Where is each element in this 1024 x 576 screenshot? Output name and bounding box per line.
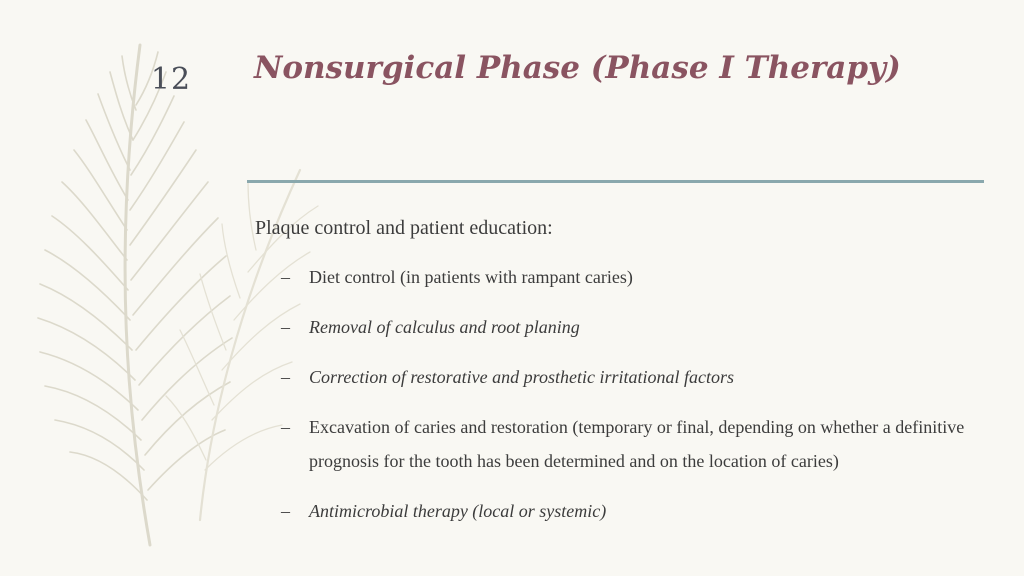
dash-marker: – xyxy=(281,367,290,387)
slide-title: Nonsurgical Phase (Phase I Therapy) xyxy=(254,50,901,86)
title-divider xyxy=(247,180,984,183)
dash-marker: – xyxy=(281,267,290,287)
bullet-text: Excavation of caries and restoration (temporary or final, depending on whether a definitive prognosis for the tooth has been determined and on the location of caries) xyxy=(309,417,965,471)
bullet-text: Diet control (in patients with rampant caries) xyxy=(309,267,633,287)
lead-text: Plaque control and patient education: xyxy=(255,217,553,239)
bullet-text: Removal of calculus and root planing xyxy=(309,317,580,337)
bullet-item xyxy=(255,260,975,294)
bullet-item xyxy=(255,310,975,344)
slide-content xyxy=(255,217,975,544)
dash-marker: – xyxy=(281,417,290,437)
bullet-list xyxy=(255,260,975,528)
dash-marker: – xyxy=(281,317,290,337)
slide-number: 12 xyxy=(150,62,192,97)
dash-marker: – xyxy=(281,501,290,521)
bullet-item xyxy=(255,494,975,528)
bullet-item xyxy=(255,410,975,478)
bullet-text: Correction of restorative and prosthetic irritational factors xyxy=(309,367,734,387)
bullet-item xyxy=(255,360,975,394)
bullet-text: Antimicrobial therapy (local or systemic) xyxy=(309,501,607,521)
